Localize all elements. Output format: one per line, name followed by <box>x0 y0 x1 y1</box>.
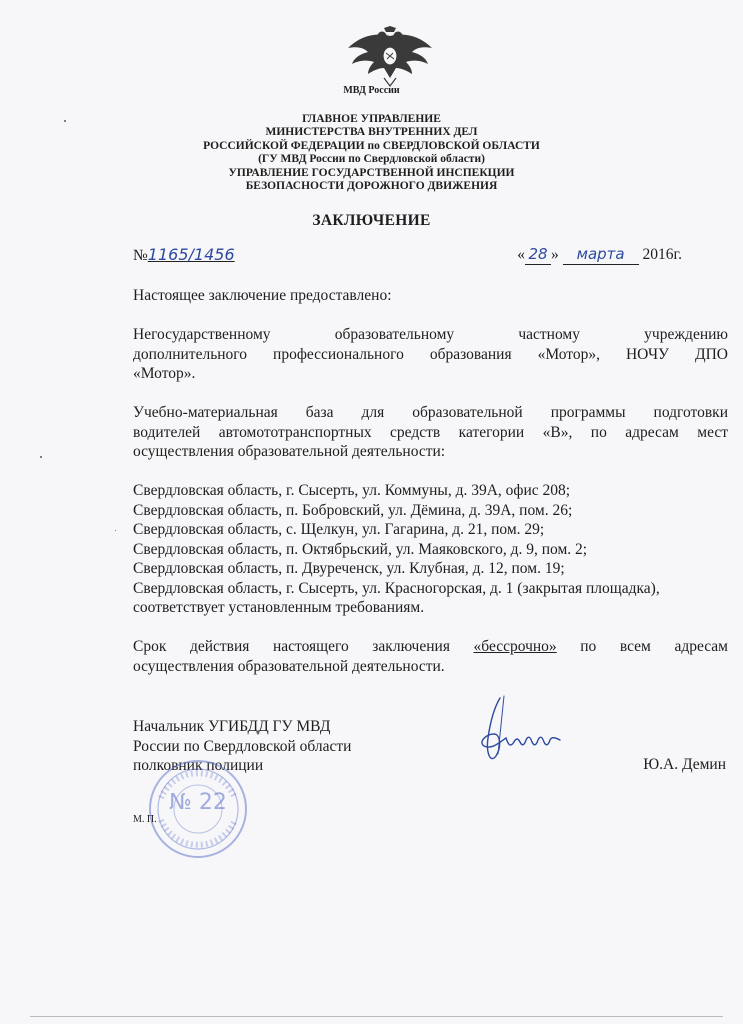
recipient-line: дополнительного профессионального образования «Мотор», НОЧУ ДПО <box>133 345 728 363</box>
document-number <box>133 245 235 265</box>
eagle-emblem-icon <box>346 26 434 88</box>
agency-short-label: МВД России <box>343 85 400 96</box>
address-item: Свердловская область, с. Щелкун, ул. Гагарина, д. 21, пом. 29; <box>133 521 545 538</box>
base-line: Учебно-материальная база для образовательной программы подготовки <box>133 404 728 421</box>
document-title: ЗАКЛЮЧЕНИЕ <box>312 212 431 229</box>
agency-header <box>0 113 743 193</box>
recipient-paragraph <box>133 325 728 384</box>
number-prefix: № <box>133 247 148 264</box>
recipient-line: Негосударственному образовательному частному учреждению <box>133 326 728 343</box>
date-close-quote: » <box>551 246 559 263</box>
header-line: (ГУ МВД России по Свердловской области) <box>258 153 485 166</box>
date-month-field <box>563 245 639 265</box>
validity-line <box>133 637 728 657</box>
document-date <box>517 245 682 265</box>
position-line: Начальник УГИБДД ГУ МВД <box>133 718 331 735</box>
date-day-field <box>525 245 551 265</box>
header-line: ГЛАВНОЕ УПРАВЛЕНИЕ <box>302 113 441 125</box>
conformity-text: соответствует установленным требованиям. <box>133 599 425 616</box>
handwritten-signature <box>470 694 570 774</box>
header-line: БЕЗОПАСНОСТИ ДОРОЖНОГО ДВИЖЕНИЯ <box>245 180 498 193</box>
validity-line: осуществления образовательной деятельности. <box>133 657 445 675</box>
address-item: Свердловская область, п. Октябрьский, ул. Маяковского, д. 9, пом. 2; <box>133 540 588 558</box>
stamp-number: № 22 <box>169 790 227 815</box>
header-line: МИНИСТЕРСТВА ВНУТРЕННИХ ДЕЛ <box>265 126 478 139</box>
scan-edge-line <box>30 1016 723 1017</box>
handwritten-day: 28 <box>528 245 548 263</box>
address-item: Свердловская область, п. Бобровский, ул. Дёмина, д. 39А, пом. 26; <box>133 501 573 519</box>
base-paragraph <box>133 403 728 462</box>
scan-speck <box>40 456 42 458</box>
position-line: полковник полиции <box>133 757 264 774</box>
validity-before: Срок действия настоящего заключения <box>133 638 474 655</box>
address-item: Свердловская область, г. Сысерть, ул. Коммуны, д. 39А, офис 208; <box>133 482 571 499</box>
handwritten-number: 1165/1456 <box>147 245 235 264</box>
base-line: водителей автомототранспортных средств категории «В», по адресам мест <box>133 423 728 441</box>
address-item: Свердловская область, г. Сысерть, ул. Красногорская, д. 1 (закрытая площадка), <box>133 579 660 597</box>
header-line: РОССИЙСКОЙ ФЕДЕРАЦИИ по СВЕРДЛОВСКОЙ ОБЛАСТИ <box>203 139 540 152</box>
base-line: осуществления образовательной деятельности: <box>133 443 446 460</box>
seal-place-label: М. П. <box>133 814 157 825</box>
date-year: 2016г. <box>642 246 682 263</box>
recipient-line: «Мотор». <box>133 365 196 382</box>
date-open-quote: « <box>517 246 526 263</box>
address-item: Свердловская область, п. Двуреченск, ул. Клубная, д. 12, пом. 19; <box>133 560 565 577</box>
position-line: России по Свердловской области <box>133 737 352 755</box>
scan-speck <box>64 120 66 122</box>
scan-speck <box>115 530 116 531</box>
handwritten-month: марта <box>576 245 625 263</box>
validity-paragraph <box>133 637 728 676</box>
signatory-name: Ю.А. Демин <box>643 756 726 773</box>
intro-text: Настоящее заключение предоставлено: <box>133 287 392 304</box>
intro-paragraph <box>133 286 728 306</box>
address-list <box>133 481 728 618</box>
header-line: УПРАВЛЕНИЕ ГОСУДАРСТВЕННОЙ ИНСПЕКЦИИ <box>228 166 515 179</box>
validity-term: «бессрочно» <box>473 638 557 655</box>
validity-after: по всем адресам <box>556 638 728 655</box>
